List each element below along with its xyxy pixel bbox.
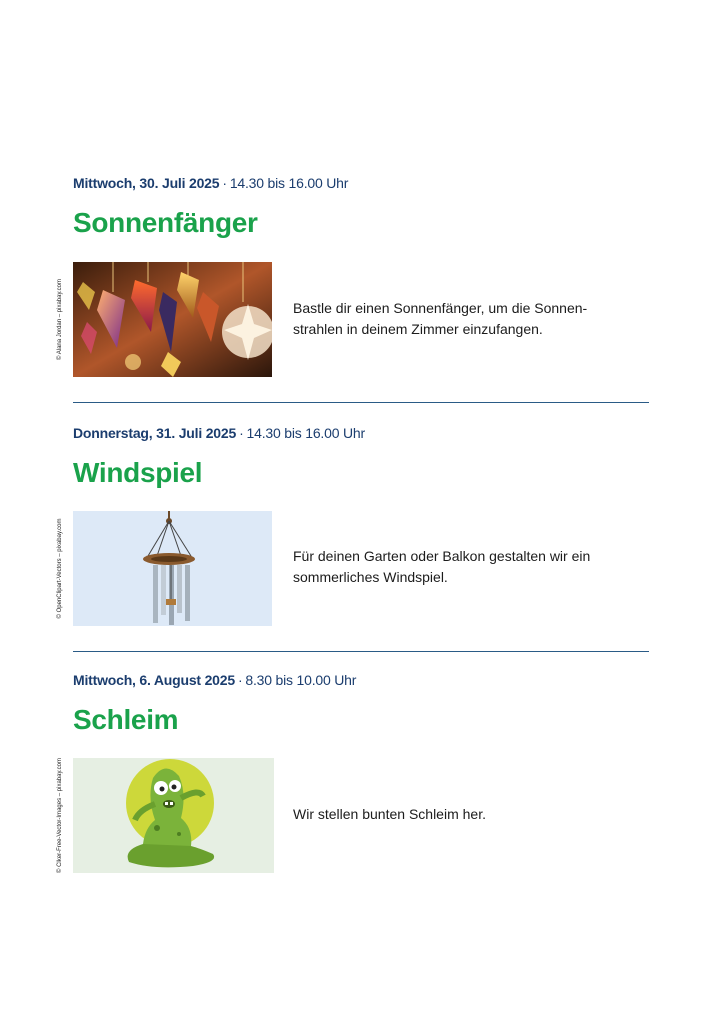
wind-chime-image: [73, 511, 272, 626]
event-date-line: [73, 672, 649, 688]
event-description: Wir stellen bunten Schleim her.: [293, 806, 486, 822]
event-sonnenfaenger: [73, 175, 649, 239]
event-title: Sonnenfänger: [73, 207, 258, 238]
divider: [73, 402, 649, 403]
event-time: 14.30 bis 16.00 Uhr: [246, 425, 365, 441]
event-title: Windspiel: [73, 457, 203, 488]
suncatcher-illustration: [73, 262, 272, 377]
wind-chime-illustration: [73, 511, 272, 626]
image-credit: © Alana Jordan – pixabay.com: [57, 278, 63, 361]
image-credit: © Clker-Free-Vector-Images – pixabay.com: [57, 757, 63, 873]
event-date-line: [73, 425, 649, 441]
slime-illustration: [73, 758, 274, 873]
event-description: Bastle dir einen Sonnenfänger, um die Sonnen- strahlen in deinem Zimmer einzufangen.: [293, 300, 588, 337]
event-image-wrapper: [57, 757, 274, 873]
suncatcher-image: [73, 262, 272, 377]
event-date: Donnerstag, 31. Juli 2025: [73, 425, 237, 441]
event-date-line: [73, 175, 649, 191]
event-image-wrapper: [57, 262, 272, 377]
event-windspiel: [73, 425, 649, 489]
separator: ·: [239, 425, 244, 441]
event-description: Für deinen Garten oder Balkon gestalten wir ein sommerliches Windspiel.: [293, 548, 591, 585]
event-title: Schleim: [73, 704, 179, 735]
separator: ·: [222, 175, 227, 191]
divider: [73, 651, 649, 652]
event-schleim: [73, 672, 649, 736]
image-credit: © OpenClipart-Vectors – pixabay.com: [57, 518, 63, 619]
separator: ·: [237, 672, 243, 688]
event-time: 14.30 bis 16.00 Uhr: [229, 175, 349, 191]
event-time: 8.30 bis 10.00 Uhr: [245, 672, 357, 688]
event-date: Mittwoch, 6. August 2025: [73, 672, 235, 688]
slime-image: [73, 758, 274, 873]
event-date: Mittwoch, 30. Juli 2025: [73, 175, 220, 191]
event-image-wrapper: [57, 511, 272, 626]
